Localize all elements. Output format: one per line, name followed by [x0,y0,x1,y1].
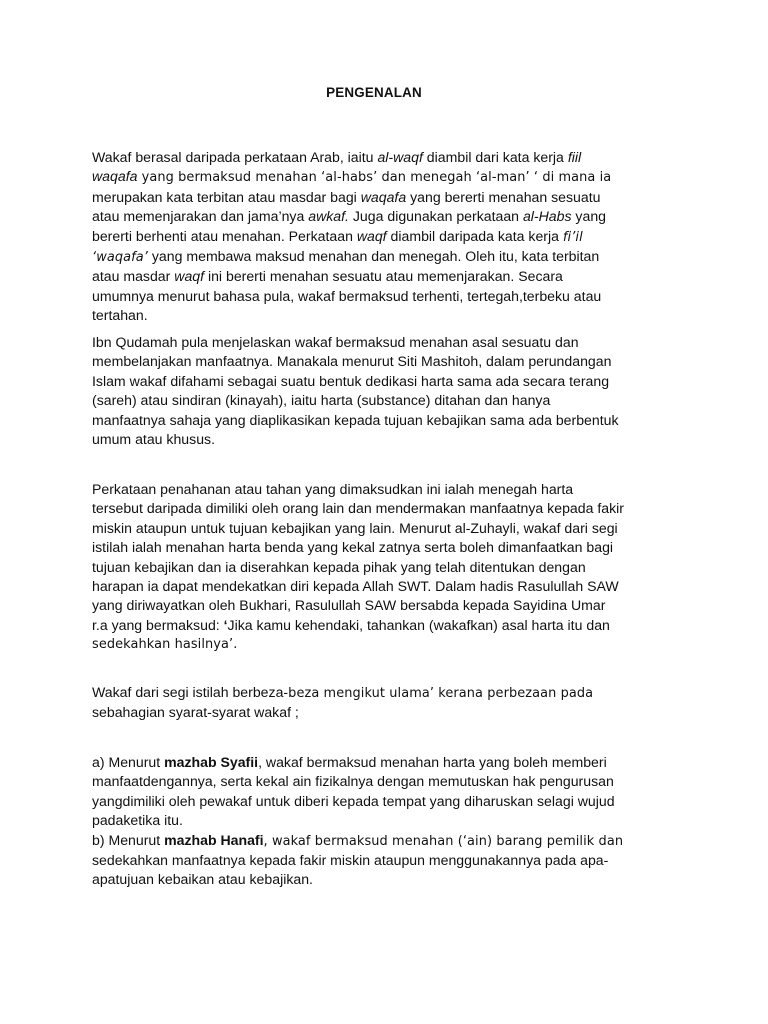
text-line: tertahan. [92,307,148,324]
text-line: padaketika itu. [92,812,183,829]
text-line: membelanjakan manfaatnya. Manakala menurut Siti Mashitoh, dalam perundangan [92,353,612,370]
text-line: apatujuan kebaikan atau kebajikan. [92,871,313,888]
text-line: Wakaf dari segi istilah berbeza-beza mengikut ulama’ kerana perbezaan pada [92,684,594,701]
text-line: istilah ialah menahan harta benda yang kekal zatnya serta boleh dimanfaatkan bagi [92,539,614,556]
text-line: yangdimiliki oleh pewakaf untuk diberi kepada tempat yang diharuskan selagi wujud [92,792,615,809]
text-line: Perkataan penahanan atau tahan yang dimaksudkan ini ialah menegah harta [92,481,574,497]
text-line: ‘waqafa’ yang membawa maksud menahan dan menegah. Oleh itu, kata terbitan [92,248,600,266]
text-line: yang diriwayatkan oleh Bukhari, Rasulullah SAW bersabda kepada Sayidina Umar [92,597,606,614]
text-line: sedekahkan hasilnya’. [92,637,238,653]
text-line: atau memenjarakan dan jama’nya awkaf. Juga digunakan perkataan al-Habs yang [92,208,606,225]
paragraph-etymology [92,148,674,326]
text-line: merupakan kata terbitan atau masdar bagi waqafa yang bererti menahan sesuatu [92,188,601,205]
text-line: sedekahkan manfaatnya kepada fakir miskin ataupun menggunakannya pada apa- [92,852,609,869]
text-line: umum atau khusus. [92,431,215,448]
text-line: tersebut daripada dimiliki oleh orang lain dan mendermakan manfaatnya kepada fakir [92,500,624,517]
text-line: umumnya menurut bahasa pula, wakaf bermaksud terhenti, tertegah,terbeku atau [92,287,602,304]
text-line: sebahagian syarat-syarat wakaf ; [92,704,299,721]
text-line: manfaatnya sahaja yang diaplikasikan kepada tujuan kebajikan sama ada berbentuk [92,411,619,428]
paragraph-penahanan [92,480,674,655]
text-line: Islam wakaf difahami sebagai suatu bentuk dedikasi harta sama ada secara terang [92,372,610,389]
text-line: manfaatdengannya, serta kekal ain fizikalnya dengan memutuskan hak pengurusan [92,773,614,790]
text-line: harapan ia dapat mendekatkan diri kepada Allah SWT. Dalam hadis Rasulullah SAW [92,578,619,595]
text-line: (sareh) atau sindiran (kinayah), iaitu harta (substance) ditahan dan hanya [92,392,551,409]
text-line: bererti berhenti atau menahan. Perkataan waqf diambil daripada kata kerja fi’il [92,227,583,245]
text-line: b) Menurut mazhab Hanafi, wakaf bermaksud menahan (‘ain) barang pemilik dan [92,831,624,849]
paragraph-ibn-qudamah [92,333,674,449]
page-title: PENGENALAN [326,85,422,100]
paragraph-mazhab [92,753,674,890]
text-line: atau masdar waqf ini bererti menahan sesuatu atau memenjarakan. Secara [92,268,563,285]
text-line: Wakaf berasal daripada perkataan Arab, iaitu al-waqf diambil dari kata kerja fiil [92,149,582,165]
paragraph-istilah [92,683,674,723]
text-line: Ibn Qudamah pula menjelaskan wakaf bermaksud menahan asal sesuatu dan [92,334,579,350]
text-line: r.a yang bermaksud: ‘Jika kamu kehendaki, tahankan (wakafkan) asal harta itu dan [92,616,610,633]
text-line: tujuan kebajikan dan ia diserahkan kepada pihak yang telah ditentukan dengan [92,558,586,575]
text-line: a) Menurut mazhab Syafii, wakaf bermaksud menahan harta yang boleh memberi [92,754,607,770]
text-line: miskin ataupun untuk tujuan kebajikan yang lain. Menurut al-Zuhayli, wakaf dari segi [92,519,618,536]
text-line: waqafa yang bermaksud menahan ‘al-habs’ dan menegah ‘al-man’ ‘ di mana ia [92,168,612,186]
